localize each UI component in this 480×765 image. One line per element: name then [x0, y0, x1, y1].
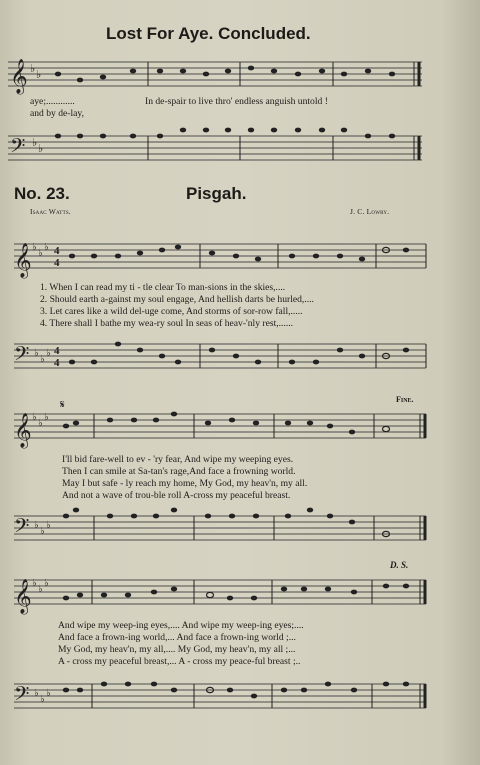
segno-icon: 𝄋 [60, 399, 65, 411]
hymn-title: Pisgah. [186, 184, 247, 203]
svg-text:♭: ♭ [36, 69, 42, 81]
hymn-author: Isaac Watts. [30, 207, 71, 216]
hymn-composer: J. C. Lowry. [350, 207, 390, 216]
section1-verse-1: 1. When I can read my ti - tle clear To man-sions in the skies,.... [40, 282, 286, 293]
section3-verse-3: My God, my heav'n, my all,.... My God, my heav'n, my all ;... [58, 644, 296, 655]
section1-verse-2: 2. Should earth a-gainst my soul engage, And hellish darts be hurled,.... [40, 294, 314, 305]
time-sig-bottom: 4 [54, 257, 60, 269]
svg-text:♭: ♭ [34, 688, 39, 699]
section2-verse-2: Then I can smile at Sa-tan's rage,And face a frowning world. [62, 466, 296, 477]
section3-bass-staff [14, 680, 430, 714]
section1-treble-staff [14, 240, 430, 278]
svg-text:♭: ♭ [32, 242, 37, 253]
svg-text:𝄢: 𝄢 [14, 682, 30, 710]
svg-text:♭: ♭ [40, 354, 45, 365]
svg-text:𝄢: 𝄢 [10, 134, 26, 162]
svg-text:♭: ♭ [38, 584, 43, 595]
svg-text:♭: ♭ [46, 348, 51, 359]
top-lyric-right: In de-spair to live thro' endless anguish untold ! [145, 96, 328, 107]
section2-verse-1: I'll bid fare-well to ev - 'ry fear, And wipe my weeping eyes. [62, 454, 294, 465]
svg-text:♭: ♭ [38, 418, 43, 429]
svg-text:♭: ♭ [44, 242, 49, 253]
top-bass-staff [8, 132, 428, 162]
svg-text:♭: ♭ [44, 578, 49, 589]
fine-marking: Fine. [396, 395, 414, 404]
section2-verse-3: May I but safe - ly reach my home, My God, my heav'n, my all. [62, 478, 308, 489]
svg-text:♭: ♭ [32, 412, 37, 423]
svg-text:♭: ♭ [38, 143, 44, 155]
svg-text:4: 4 [54, 345, 60, 357]
svg-text:4: 4 [54, 357, 60, 369]
ds-marking: D. S. [390, 560, 409, 570]
top-lyric-left: aye;............ [30, 96, 75, 107]
svg-text:𝄢: 𝄢 [14, 514, 30, 542]
section1-verse-3: 3. Let cares like a wild del-uge come, And storms of sor-row fall,..... [40, 306, 303, 317]
continued-title: Lost For Aye. Concluded. [106, 24, 311, 43]
section1-bass-staff [14, 340, 430, 374]
svg-text:𝄞: 𝄞 [14, 413, 32, 448]
top-treble-staff [8, 58, 428, 94]
hymn-number: No. 23. [14, 184, 70, 203]
svg-text:♭: ♭ [30, 63, 36, 75]
svg-text:♭: ♭ [46, 688, 51, 699]
svg-text:♭: ♭ [40, 526, 45, 537]
svg-text:♭: ♭ [38, 248, 43, 259]
section3-verse-2: And face a frown-ing world,... And face a frown-ing world ;... [58, 632, 296, 643]
svg-text:♭: ♭ [44, 412, 49, 423]
svg-text:♭: ♭ [40, 694, 45, 705]
section3-verse-1: And wipe my weep-ing eyes,.... And wipe my weep-ing eyes;.... [58, 620, 304, 631]
time-sig-top: 4 [54, 245, 60, 257]
svg-text:𝄢: 𝄢 [14, 342, 30, 370]
svg-text:♭: ♭ [32, 137, 38, 149]
section2-bass-staff [14, 512, 430, 546]
svg-text:𝄞: 𝄞 [14, 243, 32, 278]
top-lyric-second: and by de-lay, [30, 108, 84, 119]
svg-text:♭: ♭ [34, 348, 39, 359]
svg-text:𝄞: 𝄞 [14, 579, 32, 614]
section3-treble-staff [14, 576, 430, 614]
section1-verse-4: 4. There shall I bathe my wea-ry soul In seas of heav-'nly rest,...... [40, 318, 294, 329]
svg-text:♭: ♭ [32, 578, 37, 589]
svg-text:𝄞: 𝄞 [10, 59, 28, 94]
svg-text:♭: ♭ [46, 520, 51, 531]
section2-verse-4: And not a wave of trou-ble roll A-cross my peaceful breast. [62, 490, 291, 501]
section3-verse-4: A - cross my peaceful breast,... A - cross my peace-ful breast ;.. [58, 656, 301, 667]
svg-text:♭: ♭ [34, 520, 39, 531]
